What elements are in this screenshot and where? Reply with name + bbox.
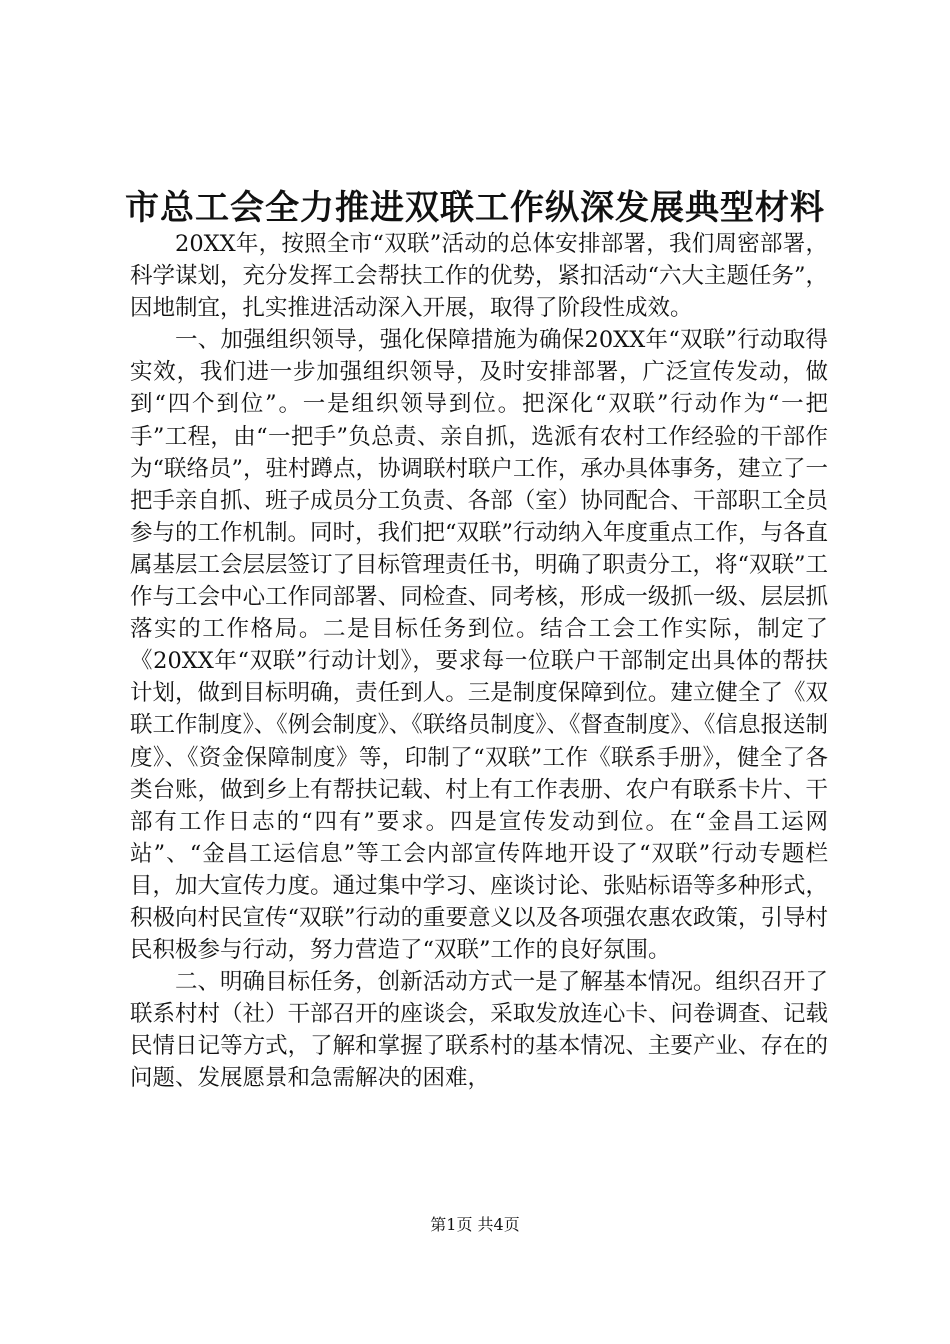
document-body [130, 228, 828, 1095]
page-number-footer: 第1页 共4页 [430, 1215, 520, 1234]
paragraph-section-1: 一、加强组织领导，强化保障措施为确保20XX年“双联”行动取得实效，我们进一步加强组织领导，及时安排部署，广泛宣传发动，做到“四个到位”。一是组织领导到位。把深化“双联”行动作为“一把手”工程，由“一把手”负总责、亲自抓，选派有农村工作经验的干部作为“联络员”，驻村蹲点，协调联村联户工作，承办具体事务，建立了一把手亲自抓、班子成员分工负责、各部（室）协同配合、干部职工全员参与的工作机制。同时，我们把“双联”行动纳入年度重点工作，与各直属基层工会层层签订了目标管理责任书，明确了职责分工，将“双联”工作与工会中心工作同部署、同检查、同考核，形成一级抓一级、层层抓落实的工作格局。二是目标任务到位。结合工会工作实际，制定了《20XX年“双联”行动计划》，要求每一位联户干部制定出具体的帮扶计划，做到目标明确，责任到人。三是制度保障到位。建立健全了《双联工作制度》、《例会制度》、《联络员制度》、《督查制度》、《信息报送制度》、《资金保障制度》等，印制了“双联”工作《联系手册》，健全了各类台账，做到乡上有帮扶记载、村上有工作表册、农户有联系卡片、干部有工作日志的“四有”要求。四是宣传发动到位。在“金昌工运网站”、“金昌工运信息”等工会内部宣传阵地开设了“双联”行动专题栏目，加大宣传力度。通过集中学习、座谈讨论、张贴标语等多种形式，积极向村民宣传“双联”行动的重要意义以及各项强农惠农政策，引导村民积极参与行动，努力营造了“双联”工作的良好氛围。 [130, 327, 829, 964]
paragraph-intro: 20XX年，按照全市“双联”活动的总体安排部署，我们周密部署，科学谋划，充分发挥工会帮扶工作的优势，紧扣活动“六大主题任务”，因地制宜，扎实推进活动深入开展，取得了阶段性成效。 [130, 231, 829, 322]
document-title: 市总工会全力推进双联工作纵深发展典型材料 [125, 188, 825, 228]
paragraph-section-2: 二、明确目标任务，创新活动方式一是了解基本情况。组织召开了联系村村（社）干部召开的座谈会，采取发放连心卡、问卷调查、记载民情日记等方式，了解和掌握了联系村的基本情况、主要产业、存在的问题、发展愿景和急需解决的困难， [130, 969, 828, 1092]
